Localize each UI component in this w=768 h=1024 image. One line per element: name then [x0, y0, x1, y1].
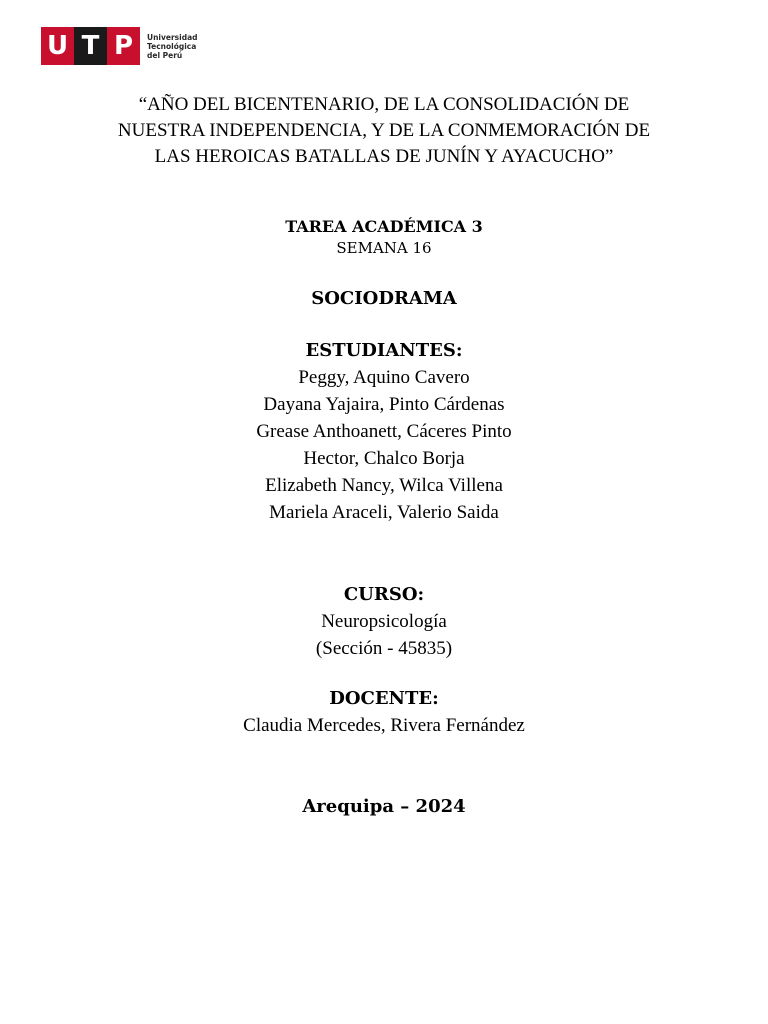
logo-letter-u: U — [41, 27, 74, 65]
student-name: Grease Anthoanett, Cáceres Pinto — [256, 421, 512, 442]
motto-line: NUESTRA INDEPENDENCIA, Y DE LA CONMEMORACIÓN DE — [117, 120, 651, 141]
logo-university-name — [147, 33, 198, 60]
logo-letter-t: T — [74, 27, 107, 65]
logo-letter-p: P — [107, 27, 140, 65]
teacher-heading: DOCENTE: — [329, 688, 439, 709]
logo-text-line: Universidad — [147, 32, 198, 42]
utp-logo — [41, 27, 198, 65]
topic-title: SOCIODRAMA — [311, 288, 457, 309]
motto-line: “AÑO DEL BICENTENARIO, DE LA CONSOLIDACIÓN DE — [138, 94, 630, 115]
course-heading: CURSO: — [343, 584, 425, 605]
course-section — [0, 582, 768, 662]
course-section-code: (Sección - 45835) — [315, 638, 453, 659]
year-motto — [64, 92, 704, 170]
logo-text-line: Tecnológica — [147, 41, 197, 51]
motto-line: LAS HEROICAS BATALLAS DE JUNÍN Y AYACUCHO” — [154, 146, 614, 167]
teacher-section — [0, 686, 768, 739]
students-section — [0, 338, 768, 526]
cover-page-content — [0, 92, 768, 820]
student-name: Elizabeth Nancy, Wilca Villena — [265, 475, 503, 496]
course-name: Neuropsicología — [321, 611, 447, 632]
student-name: Peggy, Aquino Cavero — [298, 367, 470, 388]
student-name: Mariela Araceli, Valerio Saida — [269, 502, 499, 523]
utp-logo-mark — [41, 27, 140, 65]
students-heading: ESTUDIANTES: — [305, 340, 463, 361]
logo-text-line: del Perú — [147, 50, 183, 60]
student-name: Dayana Yajaira, Pinto Cárdenas — [263, 394, 505, 415]
task-title: TAREA ACADÉMICA 3 — [285, 217, 483, 236]
teacher-name: Claudia Mercedes, Rivera Fernández — [243, 715, 525, 736]
place-and-year: Arequipa – 2024 — [302, 796, 466, 817]
task-week: SEMANA 16 — [336, 239, 432, 257]
student-name: Hector, Chalco Borja — [303, 448, 465, 469]
